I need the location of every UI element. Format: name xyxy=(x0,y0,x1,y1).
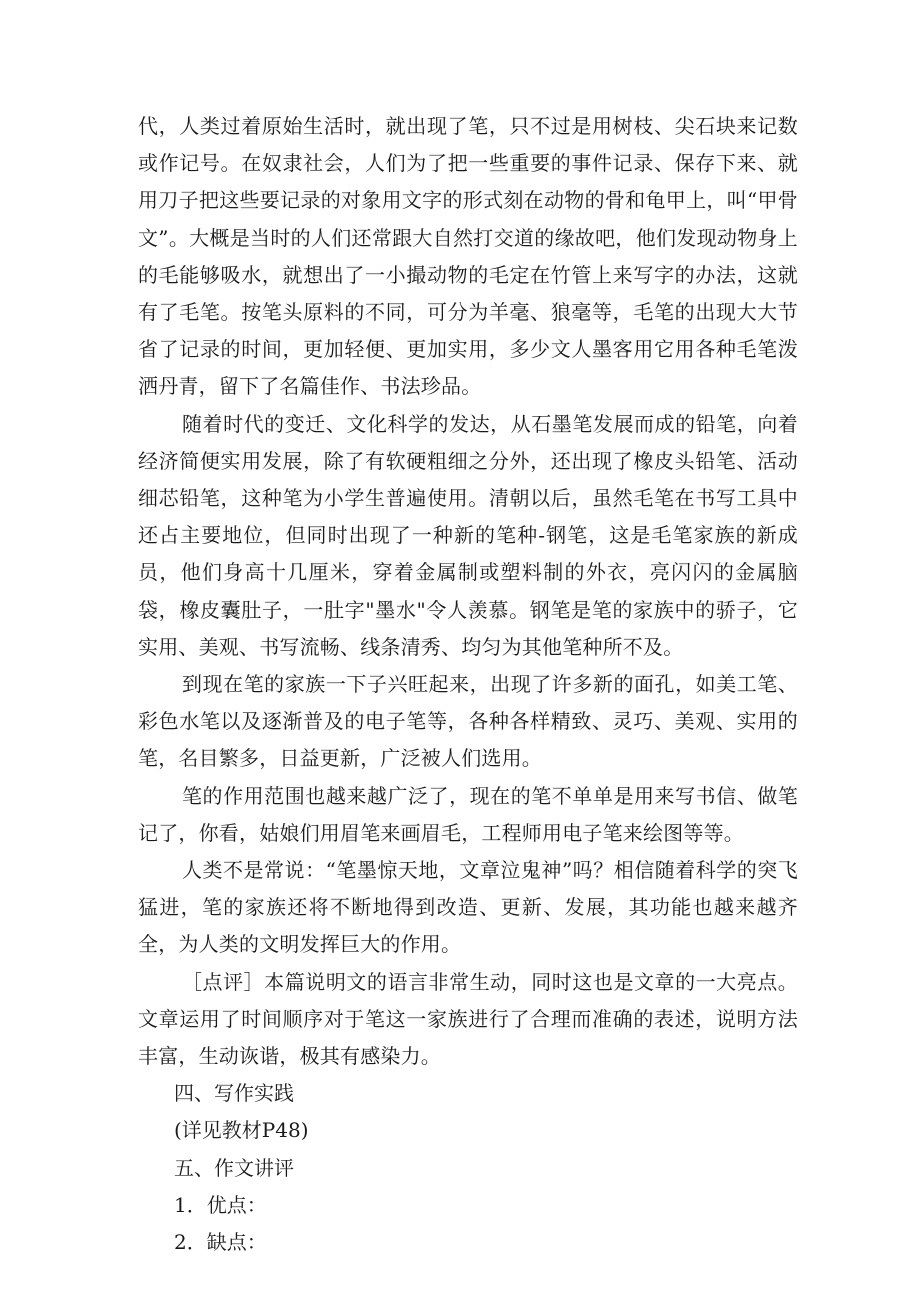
body-paragraph-5: 人类不是常说：“笔墨惊天地，文章泣鬼神”吗？相信随着科学的突飞猛进，笔的家族还将不断地得到改造、更新、发展，其功能也越来越齐全，为人类的文明发挥巨大的作用。 xyxy=(138,858,798,957)
body-paragraph-3: 到现在笔的家族一下子兴旺起来，出现了许多新的面孔，如美工笔、彩色水笔以及逐渐普及的电子笔等，各种各样精致、灵巧、美观、实用的笔，名目繁多，日益更新，广泛被人们选用。 xyxy=(138,672,798,771)
commentary-paragraph: ［点评］本篇说明文的语言非常生动，同时这也是文章的一大亮点。文章运用了时间顺序对于笔这一家族进行了合理而准确的表述，说明方法丰富，生动诙谐，极其有感染力。 xyxy=(138,969,798,1069)
body-paragraph-1: 代，人类过着原始生活时，就出现了笔，只不过是用树枝、尖石块来记数或作记号。在奴隶社会，人们为了把一些重要的事件记录、保存下来、就用刀子把这些要记录的对象用文字的形式刻在动物的骨和龟甲上，叫“甲骨文”。大概是当时的人们还常跟大自然打交道的缘故吧，他们发现动物身上的毛能够吸水，就想出了一小撮动物的毛定在竹管上来写字的办法，这就有了毛笔。按笔头原料的不同，可分为羊毫、狼毫等，毛笔的出现大大节省了记录的时间，更加轻便、更加实用，多少文人墨客用它用各种毛笔泼洒丹青，留下了名篇佳作、书法珍品。 xyxy=(138,114,798,399)
textbook-reference-note: (详见教材P48) xyxy=(174,1118,309,1143)
section-heading-composition-review: 五、作文讲评 xyxy=(174,1155,294,1180)
review-item-weaknesses: 2．缺点： xyxy=(174,1230,267,1255)
section-heading-writing-practice: 四、写作实践 xyxy=(174,1081,294,1106)
body-paragraph-4: 笔的作用范围也越来越广泛了，现在的笔不单单是用来写书信、做笔记了，你看，姑娘们用眉笔来画眉毛，工程师用电子笔来绘图等等。 xyxy=(138,783,798,845)
review-item-strengths: 1．优点： xyxy=(174,1192,267,1217)
body-paragraph-2: 随着时代的变迁、文化科学的发达，从石墨笔发展而成的铅笔，向着经济简便实用发展，除了有软硬粗细之分外，还出现了橡皮头铅笔、活动细芯铅笔，这种笔为小学生普遍使用。清朝以后，虽然毛笔在书写工具中还占主要地位，但同时出现了一种新的笔种-钢笔，这是毛笔家族的新成员，他们身高十几厘米，穿着金属制或塑料制的外衣，亮闪闪的金属脑袋，橡皮囊肚子，一肚字"墨水"令人羡慕。钢笔是笔的家族中的骄子，它实用、美观、书写流畅、线条清秀、均匀为其他笔种所不及。 xyxy=(138,411,798,659)
document-page xyxy=(138,108,798,1261)
